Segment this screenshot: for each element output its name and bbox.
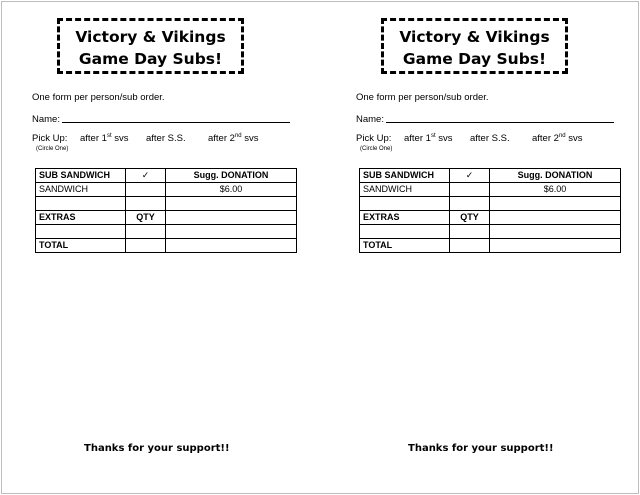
- extras-header-row: [360, 210, 621, 224]
- header-extras: EXTRAS: [360, 210, 450, 224]
- sandwich-check-cell[interactable]: [450, 182, 490, 196]
- header-sub-sandwich: SUB SANDWICH: [36, 169, 126, 183]
- name-field[interactable]: [386, 122, 614, 123]
- instruction-text: One form per person/sub order.: [356, 92, 489, 103]
- table-row: [360, 182, 621, 196]
- order-table: [35, 168, 297, 253]
- table-row-spacer: [360, 224, 621, 238]
- header-extras: EXTRAS: [36, 210, 126, 224]
- checkmark-icon: ✓: [126, 169, 166, 183]
- table-header-row: [36, 169, 297, 183]
- header-sugg-donation: Sugg. DONATION: [166, 169, 297, 183]
- total-amount-cell[interactable]: [490, 238, 621, 252]
- pickup-option-second-service[interactable]: after 2nd svs: [532, 132, 583, 144]
- sandwich-check-cell[interactable]: [126, 182, 166, 196]
- pickup-option-first-service[interactable]: after 1st svs: [80, 132, 129, 144]
- name-label: Name:: [356, 114, 384, 125]
- header-qty: QTY: [450, 210, 490, 224]
- title-line-2: Game Day Subs!: [78, 50, 223, 68]
- extras-header-row: [36, 210, 297, 224]
- circle-one-note: (Circle One): [36, 146, 69, 152]
- thanks-message: Thanks for your support!!: [408, 443, 554, 454]
- order-form: [32, 0, 332, 495]
- title-box: [57, 18, 244, 74]
- table-row: [36, 182, 297, 196]
- sandwich-label: SANDWICH: [360, 182, 450, 196]
- order-table: [359, 168, 621, 253]
- title-line-2: Game Day Subs!: [402, 50, 547, 68]
- table-row-spacer: [360, 196, 621, 210]
- table-row-spacer: [36, 224, 297, 238]
- order-form: [356, 0, 640, 495]
- instruction-text: One form per person/sub order.: [32, 92, 165, 103]
- sandwich-price: $6.00: [490, 182, 621, 196]
- total-label: TOTAL: [36, 238, 126, 252]
- pickup-option-after-ss[interactable]: after S.S.: [146, 133, 186, 144]
- title-line-1: Victory & Vikings: [75, 28, 226, 46]
- pickup-label: Pick Up:: [356, 133, 392, 144]
- pickup-label: Pick Up:: [32, 133, 68, 144]
- name-field[interactable]: [62, 122, 290, 123]
- header-qty: QTY: [126, 210, 166, 224]
- total-row: [36, 238, 297, 252]
- title-box: [381, 18, 568, 74]
- circle-one-note: (Circle One): [360, 146, 393, 152]
- pickup-option-first-service[interactable]: after 1st svs: [404, 132, 453, 144]
- name-label: Name:: [32, 114, 60, 125]
- header-sub-sandwich: SUB SANDWICH: [360, 169, 450, 183]
- total-qty-cell[interactable]: [126, 238, 166, 252]
- total-label: TOTAL: [360, 238, 450, 252]
- total-amount-cell[interactable]: [166, 238, 297, 252]
- title-line-1: Victory & Vikings: [399, 28, 550, 46]
- header-sugg-donation: Sugg. DONATION: [490, 169, 621, 183]
- sandwich-price: $6.00: [166, 182, 297, 196]
- table-header-row: [360, 169, 621, 183]
- total-qty-cell[interactable]: [450, 238, 490, 252]
- pickup-option-after-ss[interactable]: after S.S.: [470, 133, 510, 144]
- table-row-spacer: [36, 196, 297, 210]
- sandwich-label: SANDWICH: [36, 182, 126, 196]
- checkmark-icon: ✓: [450, 169, 490, 183]
- thanks-message: Thanks for your support!!: [84, 443, 230, 454]
- total-row: [360, 238, 621, 252]
- pickup-option-second-service[interactable]: after 2nd svs: [208, 132, 259, 144]
